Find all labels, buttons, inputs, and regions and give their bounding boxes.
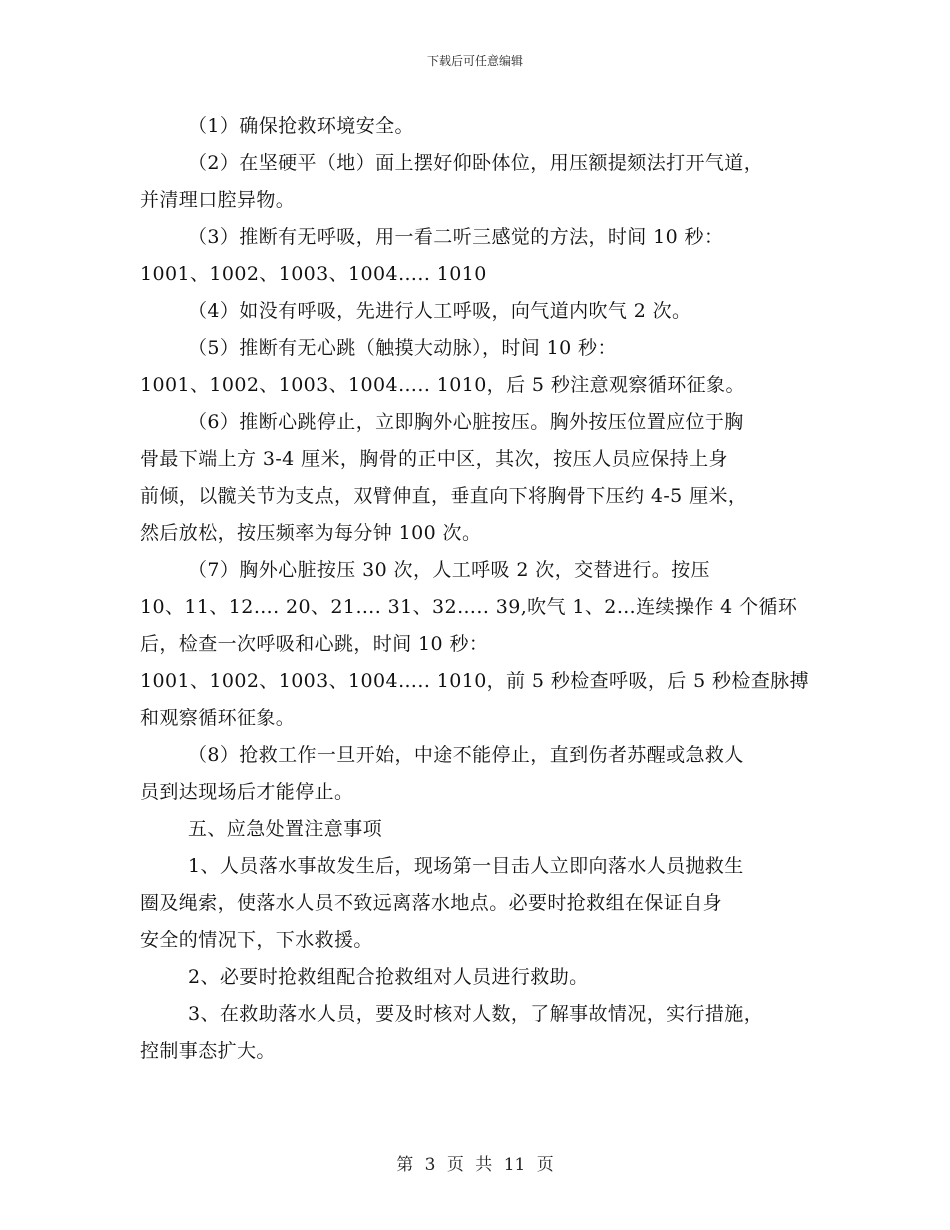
paragraph-line: 员到达现场后才能停止。 (140, 781, 354, 803)
paragraph-line: （6）推断心跳停止，立即胸外心脏按压。胸外按压位置应位于胸 (188, 411, 744, 433)
paragraph-line: 后，检查一次呼吸和心跳，时间 10 秒： (140, 633, 489, 655)
paragraph-line: （4）如没有呼吸，先进行人工呼吸，向气道内吹气 2 次。 (188, 300, 692, 322)
paragraph-line: 3、在救助落水人员，要及时核对人数，了解事故情况，实行措施， (188, 1003, 764, 1025)
paragraph-line: 1、人员落水事故发生后，现场第一目击人立即向落水人员抛救生 (188, 855, 744, 877)
paragraph-line: 10、11、12…. 20、21…. 31、32….. 39,吹气 1、2…连续操作 4 个循环 (140, 596, 798, 618)
paragraph-line: 控制事态扩大。 (140, 1040, 276, 1062)
page-header: 下载后可任意编辑 (426, 54, 523, 68)
paragraph-line: 安全的情况下，下水救援。 (140, 929, 373, 951)
paragraph-line: （7）胸外心脏按压 30 次，人工呼吸 2 次，交替进行。按压 (188, 559, 710, 581)
paragraph-line: 圈及绳索，使落水人员不致远离落水地点。必要时抢救组在保证自身 (140, 892, 723, 914)
paragraph-line: 并清理口腔异物。 (140, 189, 296, 211)
page-footer: 第 3 页 共 11 页 (396, 1155, 554, 1175)
paragraph-line: （3）推断有无呼吸，用一看二听三感觉的方法，时间 10 秒： (188, 226, 724, 248)
paragraph-line: 前倾，以髋关节为支点，双臂伸直，垂直向下将胸骨下压约 4-5 厘米， (140, 485, 748, 507)
paragraph-line: （8）抢救工作一旦开始，中途不能停止，直到伤者苏醒或急救人 (188, 744, 744, 766)
section-heading: 五、应急处置注意事项 (188, 818, 383, 840)
paragraph-line: 1001、1002、1003、1004….. 1010，后 5 秒注意观察循环征象。 (140, 374, 745, 396)
paragraph-line: 然后放松，按压频率为每分钟 100 次。 (140, 522, 482, 544)
document-body (140, 108, 820, 1070)
paragraph-line: 2、必要时抢救组配合抢救组对人员进行救助。 (188, 966, 589, 988)
paragraph-line: 1001、1002、1003、1004….. 1010 (140, 263, 487, 285)
paragraph-line: 和观察循环征象。 (140, 707, 296, 729)
paragraph-line: （2）在坚硬平（地）面上摆好仰卧体位，用压额提颏法打开气道， (188, 152, 764, 174)
paragraph-line: 1001、1002、1003、1004….. 1010，前 5 秒检查呼吸，后 5 秒检查脉搏 (140, 670, 810, 692)
paragraph-line: （1）确保抢救环境安全。 (188, 115, 414, 137)
paragraph-line: （5）推断有无心跳（触摸大动脉），时间 10 秒： (188, 337, 617, 359)
paragraph-line: 骨最下端上方 3-4 厘米，胸骨的正中区，其次，按压人员应保持上身 (140, 448, 728, 470)
